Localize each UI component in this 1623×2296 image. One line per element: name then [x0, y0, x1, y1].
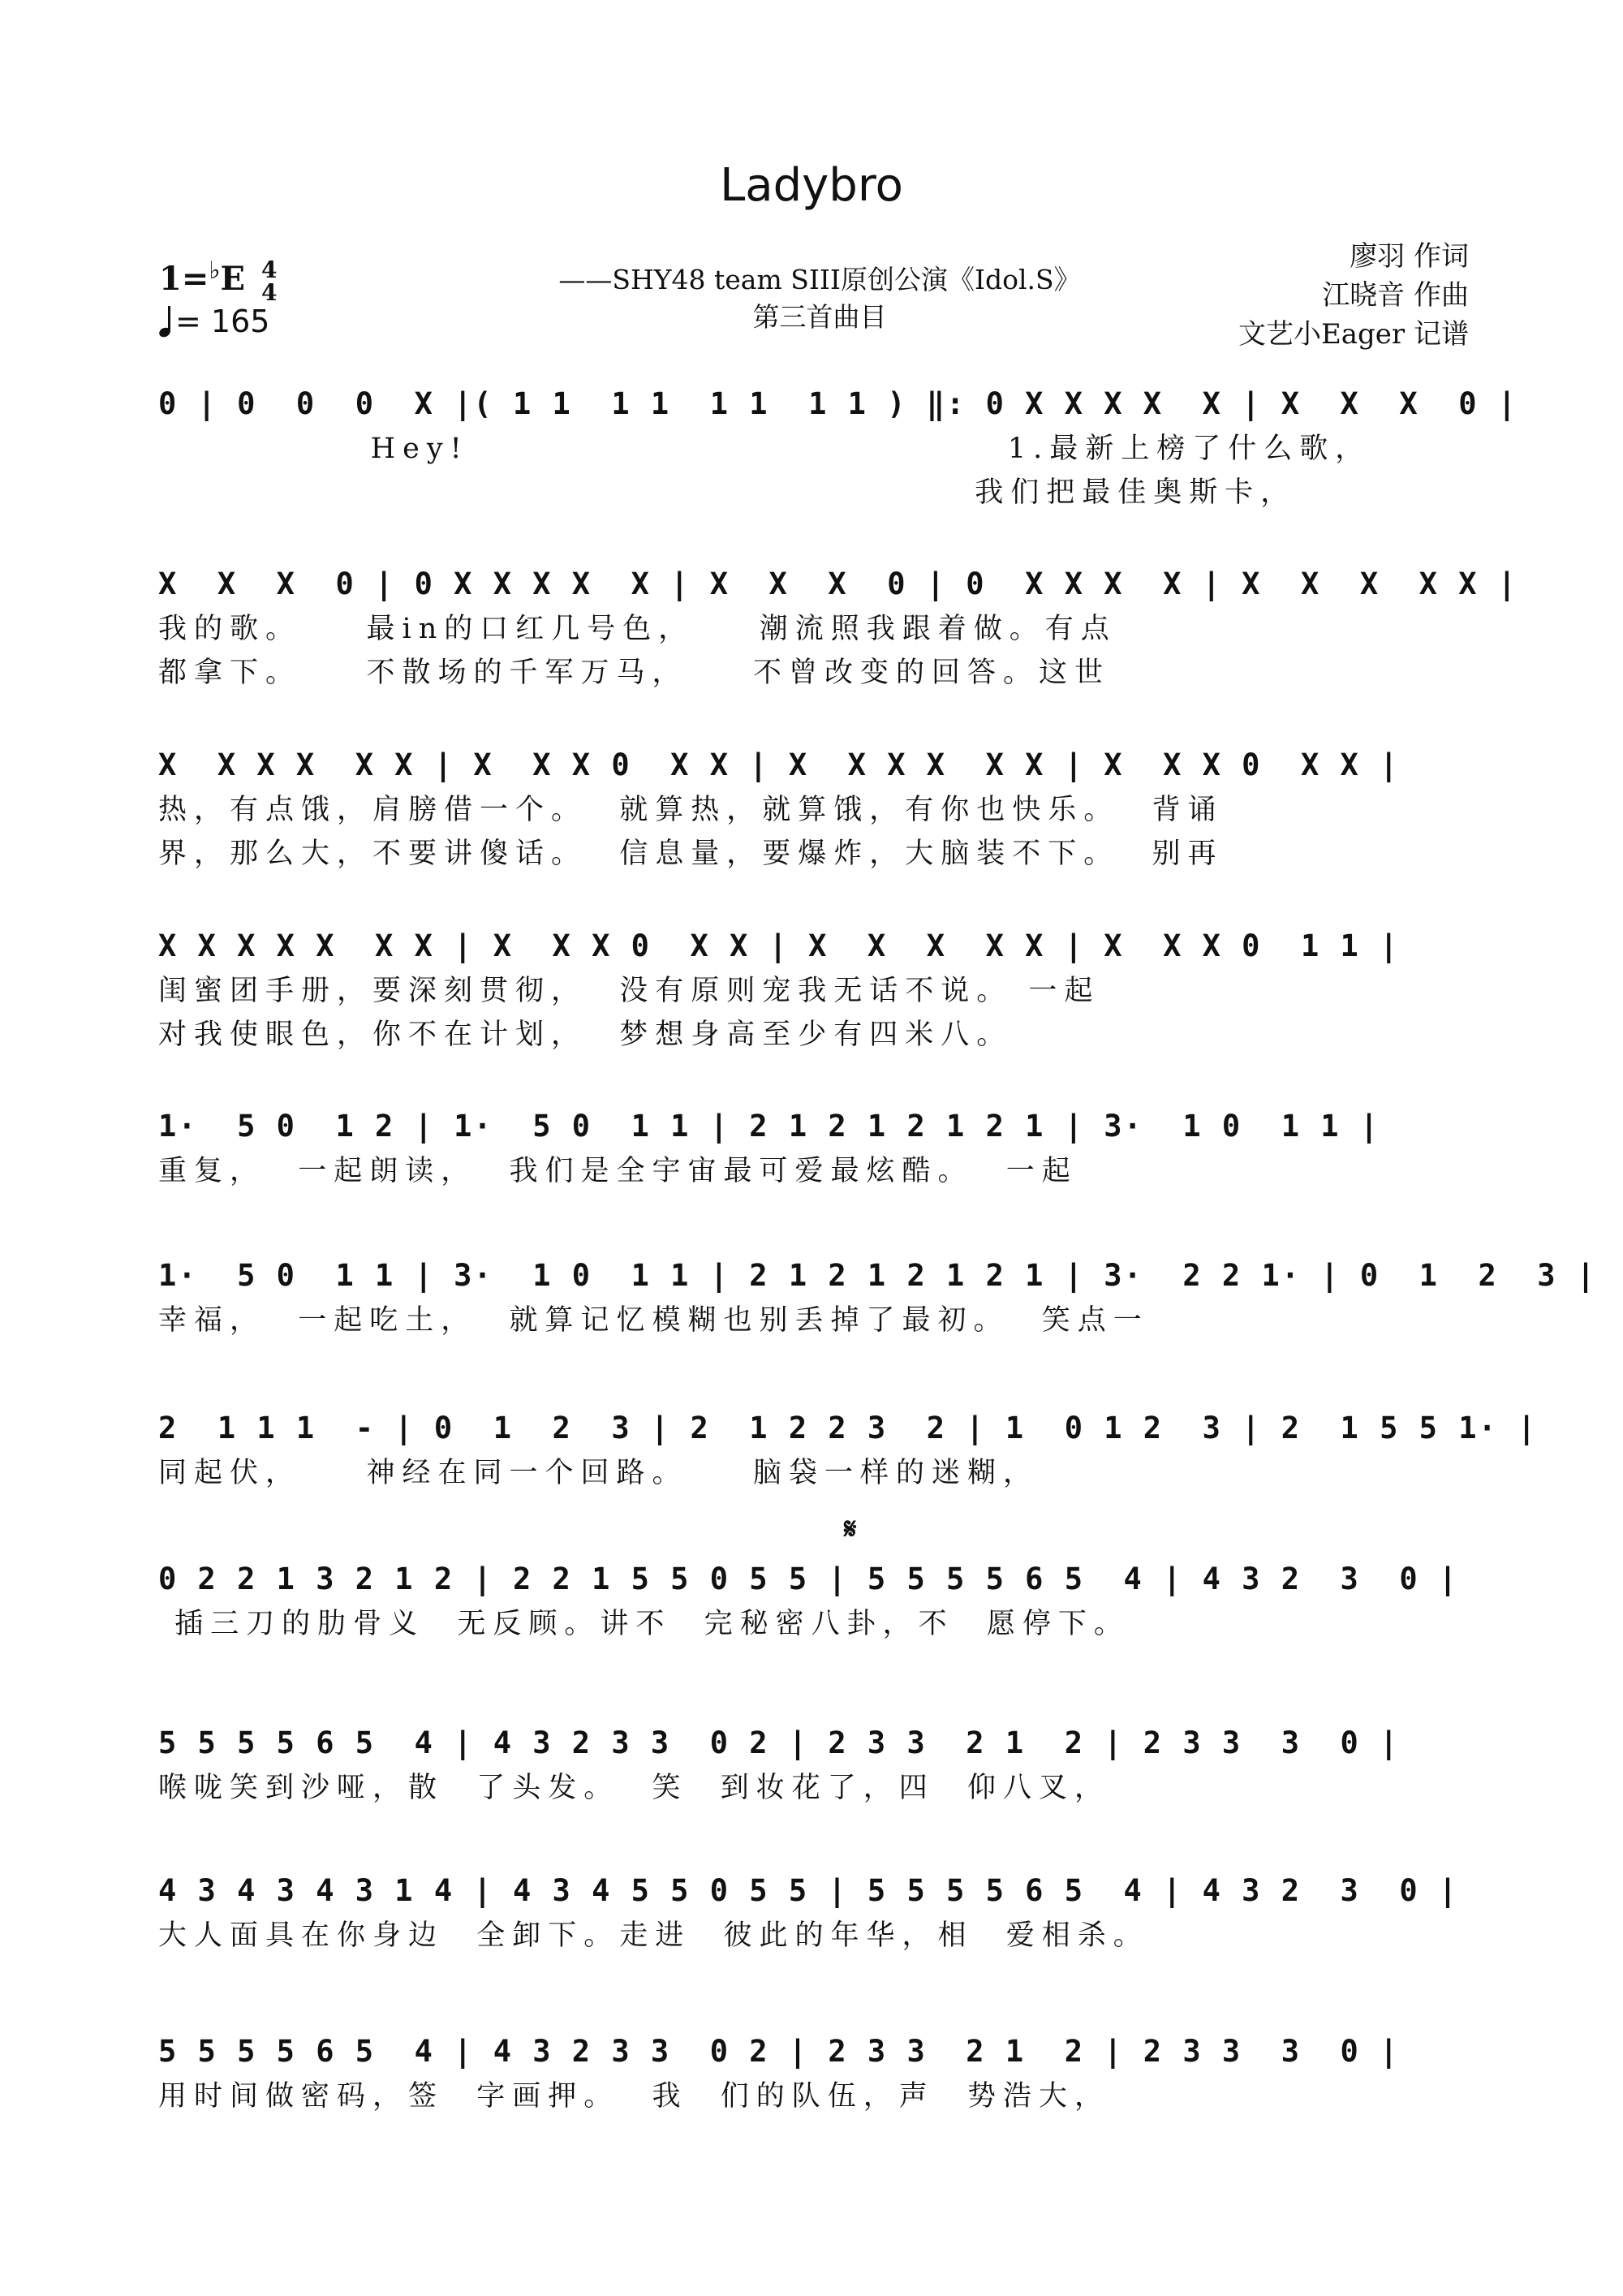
score-line — [158, 2029, 1470, 2118]
score-line — [158, 1104, 1470, 1193]
score-line — [158, 1868, 1470, 1958]
credit-lyricist: 廖羽 作词 — [1350, 240, 1469, 273]
notes-row: 0 2 2 1 3 2 1 2 | 2 2 1 5 5 0 5 5 | 5 5 5 5 6 5 4 | 4 3 2 3 0 | — [158, 1562, 1459, 1596]
lyric-row: 对我使眼色，你不在计划， 梦想身高至少有四米八。 — [158, 1019, 1013, 1051]
subtitle-line2: 第三首曲目 — [752, 301, 887, 333]
lyric-row: 同起伏， 神经在同一个回路。 脑袋一样的迷糊， — [158, 1457, 1040, 1489]
segno-sign: 𝄋 — [844, 1513, 857, 1546]
lyric-row: Hey! 1.最新上榜了什么歌， — [158, 433, 1371, 465]
score-line — [158, 1721, 1470, 1810]
notes-row: 5 5 5 5 6 5 4 | 4 3 2 3 3 0 2 | 2 3 3 2 1 2 | 2 3 3 3 0 | — [158, 1725, 1400, 1760]
subtitle — [503, 261, 1136, 336]
lyric-row: 插三刀的肋骨义 无反顾。讲不 完秘密八卦，不 愿停下。 — [158, 1608, 1130, 1640]
lyric-row: 我们把最佳奥斯卡， — [158, 476, 1297, 509]
credit-composer: 江晓音 作曲 — [1322, 279, 1469, 312]
notes-row: 1· 5 0 1 1 | 3· 1 0 1 1 | 2 1 2 1 2 1 2 1 | 3· 2 2 1· | 0 1 2 3 | — [158, 1258, 1597, 1293]
notes-row: 2 1 1 1 - | 0 1 2 3 | 2 1 2 2 3 2 | 1 0 1 2 3 | 2 1 5 5 1· | — [158, 1411, 1538, 1445]
quarter-note-icon — [159, 304, 170, 337]
lyric-row: 重复， 一起朗读， 我们是全宇宙最可爱最炫酷。 一起 — [158, 1155, 1078, 1187]
flat-sign: ♭ — [209, 256, 221, 285]
score-line — [158, 1253, 1597, 1342]
notes-row: 5 5 5 5 6 5 4 | 4 3 2 3 3 0 2 | 2 3 3 2 1 2 | 2 3 3 3 0 | — [158, 2034, 1400, 2069]
key-letter: E — [220, 260, 246, 298]
lyric-row: 热，有点饿，肩膀借一个。 就算热，就算饿，有你也快乐。 背诵 — [158, 794, 1224, 826]
score-line — [158, 1557, 1470, 1646]
notes-row: X X X X X X | X X X 0 X X | X X X X X X | X X X 0 X X | — [158, 747, 1400, 782]
tempo-value: = 165 — [175, 304, 270, 339]
lyric-row: 都拿下。 不散场的千军万马， 不曾改变的回答。这世 — [158, 657, 1111, 689]
score-line — [158, 562, 1518, 695]
notes-row: 1· 5 0 1 2 | 1· 5 0 1 1 | 2 1 2 1 2 1 2 1 | 3· 1 0 1 1 | — [158, 1109, 1380, 1144]
score-line — [158, 924, 1470, 1057]
lyric-row: 闺蜜团手册，要深刻贯彻， 没有原则宠我无话不说。 一起 — [158, 975, 1100, 1007]
lyric-row: 大人面具在你身边 全卸下。走进 彼此的年华，相 爱相杀。 — [158, 1919, 1149, 1952]
key-signature — [159, 256, 277, 304]
score-line — [158, 743, 1470, 876]
notes-row: X X X X X X X | X X X 0 X X | X X X X X | X X X 0 1 1 | — [158, 928, 1400, 963]
lyric-row: 幸福， 一起吃土， 就算记忆模糊也别丢掉了最初。 笑点一 — [158, 1304, 1149, 1337]
lyric-row: 喉咙笑到沙哑，散 了头发。 笑 到妆花了，四 仰八叉， — [158, 1772, 1111, 1804]
time-top: 4 — [260, 256, 278, 283]
tempo-mark — [159, 304, 269, 339]
notes-row: X X X 0 | 0 X X X X X | X X X 0 | 0 X X X X | X X X X X | — [158, 566, 1518, 601]
time-bottom: 4 — [260, 279, 278, 306]
lyric-row: 用时间做密码，签 字画押。 我 们的队伍，声 势浩大， — [158, 2080, 1111, 2113]
credit-transcriber: 文艺小Eager 记谱 — [1238, 318, 1469, 351]
score-line — [158, 1406, 1538, 1495]
notes-row: 0 | 0 0 0 X |( 1 1 1 1 1 1 1 1 ) ‖: 0 X X X X X | X X X 0 | — [158, 386, 1518, 421]
credits — [1238, 237, 1469, 354]
lyric-row: 我的歌。 最in的口红几号色， 潮流照我跟着做。有点 — [158, 613, 1117, 645]
song-title: Ladybro — [720, 159, 903, 212]
score-line — [158, 381, 1518, 515]
lyric-row: 界，那么大，不要讲傻话。 信息量，要爆炸，大脑装不下。 别再 — [158, 838, 1224, 870]
key-prefix: 1= — [159, 260, 209, 298]
subtitle-line1: ——SHY48 team SIII原创公演《Idol.S》 — [558, 264, 1081, 295]
time-signature — [260, 256, 278, 306]
notes-row: 4 3 4 3 4 3 1 4 | 4 3 4 5 5 0 5 5 | 5 5 5 5 6 5 4 | 4 3 2 3 0 | — [158, 1873, 1459, 1908]
